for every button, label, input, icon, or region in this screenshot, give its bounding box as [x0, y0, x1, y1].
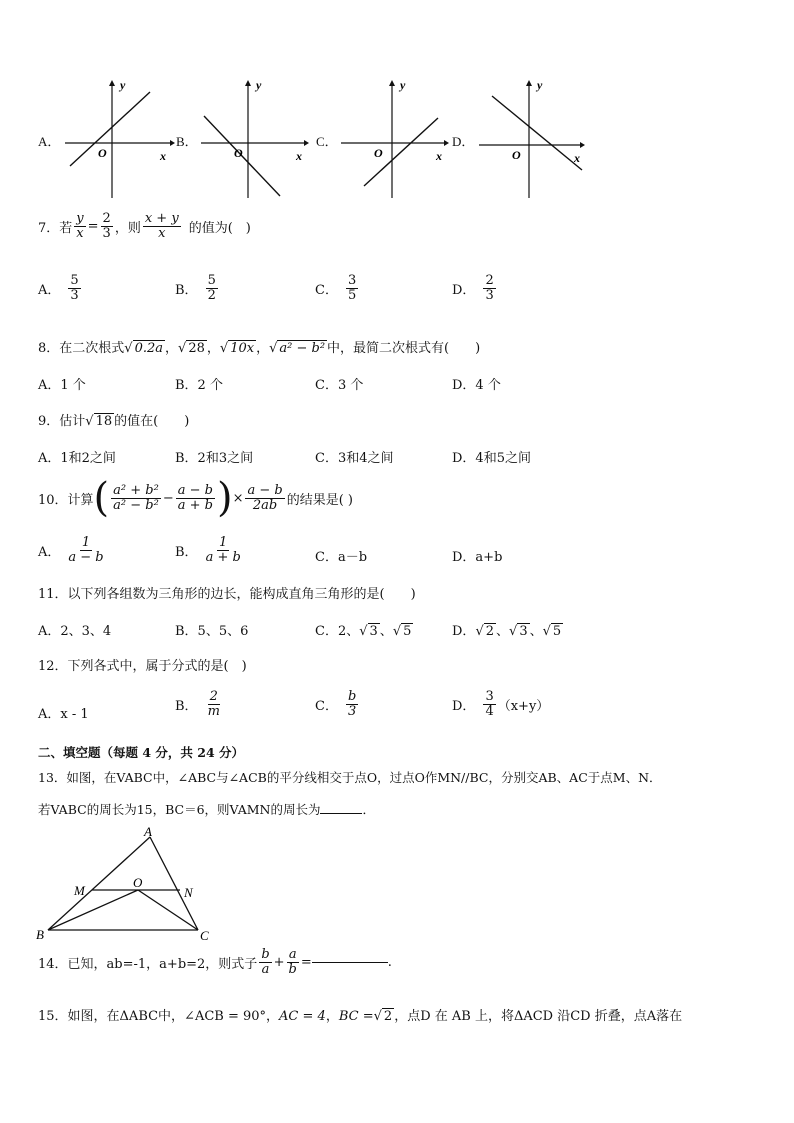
q7-tail: 的值为( ) [188, 220, 251, 236]
point-m-label: M [74, 883, 85, 898]
graph-a [60, 78, 175, 200]
point-b-label: B [36, 927, 44, 942]
x-axis-label: x [160, 149, 166, 163]
q7-option-c[interactable]: C． $\frac{3}{5}$ [315, 273, 357, 303]
question-8: 8．在二次根式√ 0.2a ，√ 28 ，√ 10x ，√ a² − b² 中，最简二次根式有( ) [38, 341, 481, 356]
q9-option-a[interactable]: A．1和2之间 [38, 451, 116, 466]
triangle-figure [30, 825, 220, 945]
q10-option-b[interactable]: B． $\frac{1}{a + b}$ [175, 535, 241, 565]
radical-a2-b2: a² − b² [279, 341, 326, 356]
q8-option-c[interactable]: C．3 个 [315, 378, 364, 393]
q8-option-d[interactable]: D．4 个 [452, 378, 501, 393]
q7-option-a[interactable]: A． $\frac{5}{3}$ [38, 273, 79, 303]
q11-option-c[interactable]: C．2、√ 3 、√ 5 [315, 624, 412, 639]
question-15: 15．如图，在ΔABC中，∠ACB = 90°，AC = 4，BC =√ 2 ，点D 在 AB 上，将ΔACD 沿CD 折叠，点A落在 [38, 1009, 683, 1024]
section-title: 二、填空题（每题 4 分，共 24 分） [38, 745, 245, 760]
question-12: 12．下列各式中，属于分式的是( ) [38, 659, 247, 674]
question-13-line1: 13．如图，在VABC中，∠ABC与∠ACB的平分线相交于点O，过点O作MN//BC，分别交AB、AC于点M、N． [38, 770, 662, 785]
q7-option-b[interactable]: B． $\frac{5}{2}$ [175, 273, 216, 303]
q12-option-a[interactable]: A．x - 1 [38, 707, 89, 722]
q11-option-b[interactable]: B．5、5、6 [175, 624, 249, 639]
origin-label: O [98, 146, 107, 160]
fraction-sum-over-x: $\frac{x + y}{x}$ [144, 211, 179, 241]
question-11: 11．以下列各组数为三角形的边长，能构成直角三角形的是( ) [38, 587, 416, 602]
q12-option-d[interactable]: D． $\frac{3}{4}$ （x+y） [452, 689, 550, 719]
radical-28: 28 [188, 341, 205, 356]
y-axis-label: y [537, 78, 543, 92]
q9-option-c[interactable]: C．3和4之间 [315, 451, 394, 466]
radical-18: 18 [95, 414, 113, 429]
q12-option-c[interactable]: C． $\frac{b}{3}$ [315, 689, 357, 719]
x-axis-label: x [436, 149, 442, 163]
option-b-label: B． [176, 134, 198, 149]
origin-label: O [512, 148, 521, 162]
q9-option-b[interactable]: B．2和3之间 [175, 451, 254, 466]
y-axis-label: y [256, 78, 262, 92]
question-10: 10．计算 ( $\frac{\text{a² + b²}}{\text{a² − b²}}$ − $\frac{a - b}{a + b}$ ) × $\frac{a - b}{2ab}$ 的结果是( ) [38, 475, 353, 521]
q11-option-d[interactable]: D．√ 2 、√ 3 、√ 5 [452, 624, 562, 639]
radical-0.2a: 0.2a [134, 341, 164, 356]
x-axis-label: x [296, 149, 302, 163]
point-o-label: O [133, 875, 143, 890]
y-axis-label: y [400, 78, 406, 92]
point-a-label: A [144, 825, 152, 839]
q10-option-a[interactable]: A． $\frac{1}{a - b}$ [38, 535, 104, 565]
q10-option-c[interactable]: C．a－b [315, 550, 368, 565]
q8-option-b[interactable]: B．2 个 [175, 378, 223, 393]
y-axis-label: y [120, 78, 126, 92]
origin-label: O [234, 146, 243, 160]
option-d-label: D． [452, 134, 475, 149]
q7-option-d[interactable]: D． $\frac{2}{3}$ [452, 273, 494, 303]
question-7 [38, 212, 251, 240]
graph-b [196, 78, 311, 200]
point-n-label: N [184, 885, 193, 900]
radical-10x: 10x [230, 341, 255, 356]
question-9: 9．估计√ 18 的值在( ) [38, 414, 190, 429]
answer-blank[interactable] [312, 962, 388, 963]
question-14: 14．已知，ab=-1，a+b=2，则式子 $\frac{b}{a}$ + $\frac{a}{b}$ = . [38, 947, 392, 977]
q8-option-a[interactable]: A．1 个 [38, 378, 86, 393]
answer-blank[interactable] [320, 813, 362, 814]
origin-label: O [374, 146, 383, 160]
q9-option-d[interactable]: D．4和5之间 [452, 451, 531, 466]
q11-option-a[interactable]: A．2、3、4 [38, 624, 112, 639]
question-13-line2: 若VABC的周长为15，BC＝6，则VAMN的周长为 ． [38, 802, 375, 817]
x-axis-label: x [574, 151, 580, 165]
option-a-label: A． [38, 134, 61, 149]
equals-sign: = [87, 218, 99, 234]
q12-option-b[interactable]: B． $\frac{2}{m}$ [175, 689, 220, 719]
graph-c [338, 78, 453, 200]
fraction-y-over-x: $\frac{y}{x}$ [76, 211, 84, 241]
point-c-label: C [200, 928, 209, 943]
graph-d [476, 78, 591, 200]
option-c-label: C． [316, 134, 338, 149]
q7-then: ，则 [114, 220, 141, 236]
q7-prefix: 7．若 [38, 220, 73, 236]
q10-option-d[interactable]: D．a+b [452, 550, 503, 565]
fraction-2-over-3: $\frac{2}{3}$ [102, 211, 111, 241]
